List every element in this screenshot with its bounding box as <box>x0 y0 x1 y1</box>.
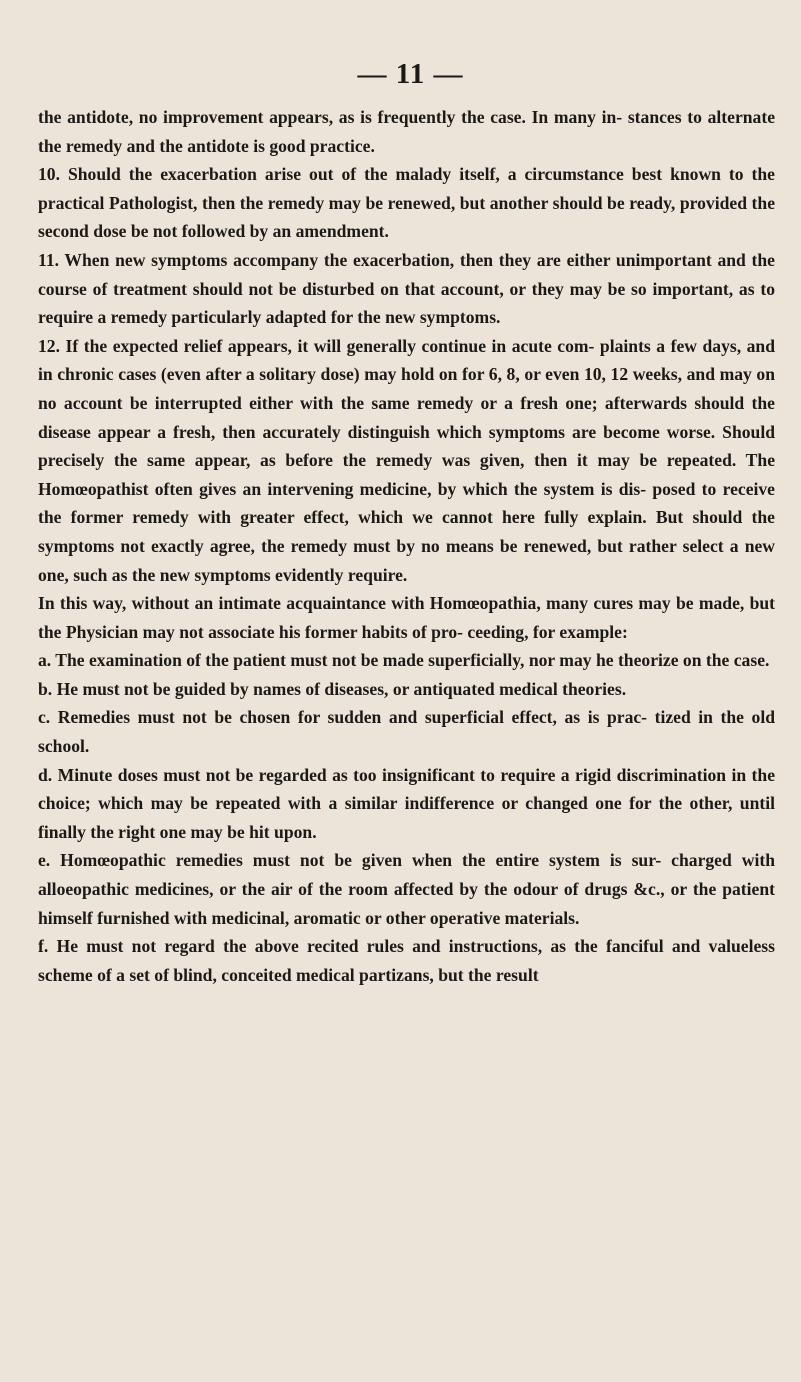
body-text <box>38 103 775 989</box>
list-item-e: e. Homœopathic remedies must not be given when the entire system is sur- charged with alloeopathic medicines, or the air of the room affected by the odour of drugs &c., or the patient himself furnished with medicinal, aromatic or other operative materials. <box>38 850 775 928</box>
list-item-d: d. Minute doses must not be regarded as too insignificant to require a rigid discrimination in the choice; which may be repeated with a similar indifference or changed one for the other, until finally the right one may be hit upon. <box>38 764 775 842</box>
list-item-a: a. The examination of the patient must not be made superficially, nor may he theorize on the case. <box>38 650 770 671</box>
paragraph-continuation: the antidote, no improvement appears, as is frequently the case. In many in- stances to alternate the remedy and the antidote is good practice. <box>38 107 775 156</box>
list-item-c: c. Remedies must not be chosen for sudden and superficial effect, as is prac- tized in the old school. <box>38 707 775 757</box>
paragraph-intro-list: In this way, without an intimate acquaintance with Homœopathia, many cures may be made, but the Physician may not associate his former habits of pro- ceeding, for example: <box>38 593 775 642</box>
list-item-f: f. He must not regard the above recited rules and instructions, as the fanciful and valueless scheme of a set of blind, conceited medical partizans, but the result <box>38 936 775 985</box>
paragraph-rule-12: 12. If the expected relief appears, it will generally continue in acute com- plaints a few days, and in chronic cases (even after a solitary dose) may hold on for 6, 8, or even 10, 12 weeks, and may on no account be interrupted either with the same remedy or a fresh one; afterwards should the disease appear a fresh, then accurately distinguish which symptoms are become worse. Should precisely the same appear, as before the remedy was given, then it may be repeated. The Homœopathist often gives an intervening medicine, by which the system is dis- posed to receive the former remedy with greater effect, which we cannot here fully explain. But should the symptoms not exactly agree, the remedy must by no means be renewed, but rather select a new one, such as the new symptoms evidently require. <box>38 335 775 585</box>
page-number: — 11 — <box>357 58 464 90</box>
paragraph-rule-11: 11. When new symptoms accompany the exacerbation, then they are either unimportant and the course of treatment should not be disturbed on that account, or they may be so important, as to require a remedy particularly adapted for the new symptoms. <box>38 249 775 328</box>
list-item-b: b. He must not be guided by names of diseases, or antiquated medical theories. <box>38 678 627 699</box>
paragraph-rule-10: 10. Should the exacerbation arise out of the malady itself, a circumstance best known to the practical Pathologist, then the remedy may be renewed, but another should be ready, provided the second dose be not followed by an amendment. <box>38 164 775 242</box>
